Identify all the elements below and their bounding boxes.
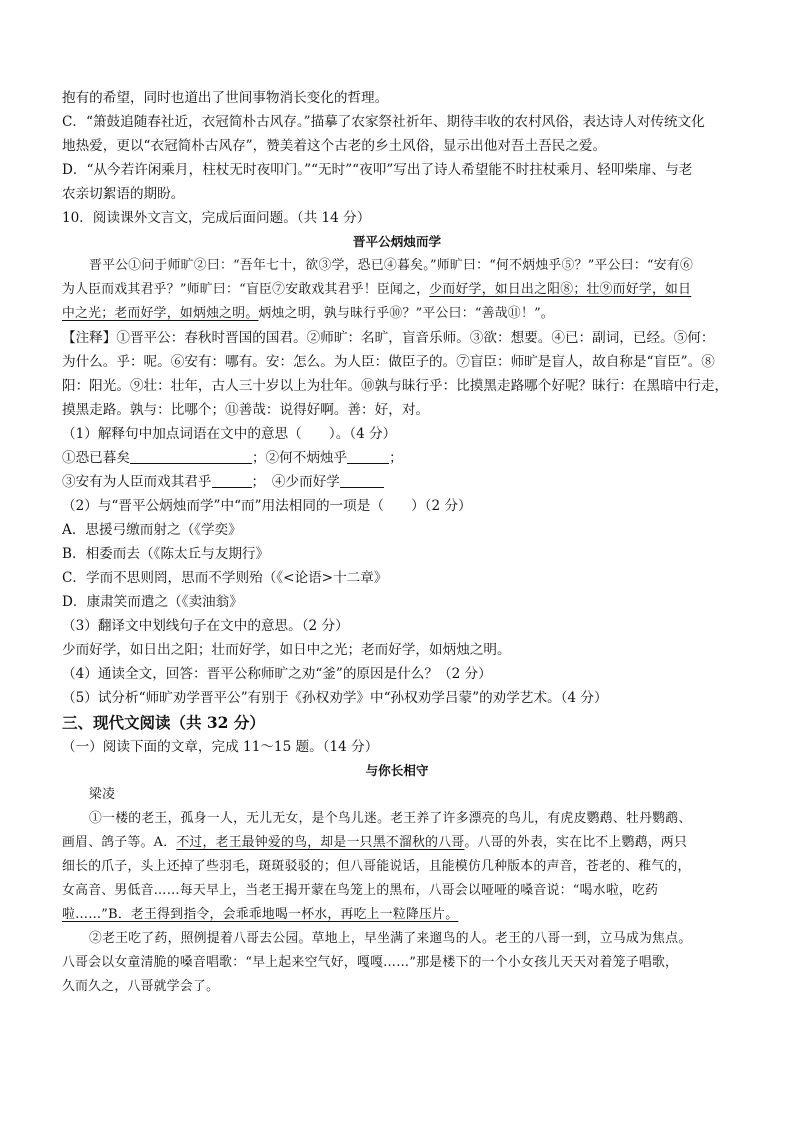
body-line: 【注释】①晋平公：春秋时晋国的国君。②师旷：名旷，盲音乐师。③欲：想要。④已：副词，已经。⑤何： bbox=[62, 330, 715, 346]
body-line: C．学而不思则罔，思而不学则殆（《<论语>十二章》 bbox=[62, 570, 388, 586]
underlined-sentence: 啦……”B．老王得到指令，会乖乖地喝一杯水，再吃上一粒降压片。 bbox=[62, 907, 459, 922]
body-line: （3）翻译文中划线句子在文中的意思。（2 分） bbox=[62, 618, 349, 634]
blank-prompt: ①恐已暮矣 bbox=[62, 450, 130, 466]
answer-blank[interactable] bbox=[212, 473, 252, 488]
body-line: A．思援弓缴而射之（《学奕》 bbox=[62, 522, 242, 538]
passage-text: 炳烛之明，孰与昧行乎⑩？”平公曰：“善哉⑪！”。 bbox=[258, 306, 555, 321]
body-line: 为什么。乎：呢。⑥安有：哪有。安：怎么。为人臣：做臣子的。⑦盲臣：师旷是盲人，故自称是“盲臣”。⑧ bbox=[62, 354, 715, 370]
passage-line: ①一楼的老王，孤身一人，无儿无女，是个鸟儿迷。老王养了许多漂亮的鸟儿，有虎皮鹦鹉、牡丹鹦鹉、 bbox=[89, 811, 692, 826]
body-line: 少而好学，如日出之阳；壮而好学，如日中之光；老而好学，如炳烛之明。 bbox=[62, 642, 511, 658]
body-line: （4）通读全文，回答：晋平公称师旷之劝“釜”的原因是什么？（2 分） bbox=[62, 666, 492, 682]
passage-line: 梁凌 bbox=[89, 787, 116, 802]
passage-line bbox=[62, 302, 732, 326]
section-heading: 三、现代文阅读（共 32 分） bbox=[62, 713, 265, 732]
question-blanks bbox=[62, 446, 732, 470]
document-page bbox=[62, 86, 732, 999]
body-line: D．“从今若许闲乘月，柱杖无时夜叩门。”“无时”“夜叩”写出了诗人希望能不时拄杖乘月、轻叩柴扉、与老 bbox=[62, 162, 693, 178]
answer-blank[interactable] bbox=[130, 449, 252, 464]
body-line: 抱有的希望，同时也道出了世间事物消长变化的哲理。 bbox=[62, 90, 389, 106]
body-line: （1）解释句中加点词语在文中的意思（ ）。（4 分） bbox=[62, 426, 397, 442]
body-line: B．相委而去（《陈太丘与友期行》 bbox=[62, 546, 270, 562]
passage-line: ②老王吃了药，照例提着八哥去公园。草地上，早坐满了来遛鸟的人。老王的八哥一到，立马成为焦点。 bbox=[89, 931, 692, 946]
body-line: 地热爱，更以“衣冠简朴古风存”，赞美着这个古老的乡土风俗，显示出他对吾土吾民之爱。 bbox=[62, 138, 607, 154]
underlined-sentence: 少而好学，如日出之阳⑧；壮⑨而好学，如日 bbox=[429, 282, 692, 297]
body-line: 摸黑走路。孰与：比哪个；⑪善哉：说得好啊。善：好，对。 bbox=[62, 402, 430, 418]
passage-line bbox=[62, 278, 732, 302]
underlined-sentence: 不过，老王最钟爱的鸟，却是一只黑不溜秋的八哥 bbox=[176, 835, 465, 850]
body-line: 10．阅读课外文言文，完成后面问题。（共 14 分） bbox=[62, 210, 371, 226]
passage-text: 画眉、鸽子等。A． bbox=[62, 835, 177, 850]
blank-prompt: ；②何不炳烛乎 bbox=[251, 450, 348, 466]
underlined-sentence: 中之光；老而好学，如炳烛之明。 bbox=[62, 306, 259, 321]
blank-prompt: ③安有为人臣而戏其君乎 bbox=[62, 474, 212, 490]
blank-prompt: ； ④少而好学 bbox=[251, 474, 340, 490]
blank-prompt: ； bbox=[389, 450, 403, 466]
body-line: （5）试分析“师旷劝学晋平公”有别于《孙权劝学》中“孙权劝学吕蒙”的劝学艺术。（4 分） bbox=[62, 690, 608, 706]
body-line: （2）与“晋平公炳烛而学”中“而”用法相同的一项是（ ）（2 分） bbox=[62, 498, 472, 514]
body-line: C．“箫鼓追随春社近，衣冠简朴古风存。”描摹了农家祭社祈年、期待丰收的农村风俗，表达诗人对传统文化 bbox=[62, 114, 705, 130]
passage-line: 久而久之，八哥就学会了。 bbox=[62, 979, 220, 994]
passage-text: 为人臣而戏其君乎？”师旷曰：“盲臣⑦安敢戏其君乎！臣闻之， bbox=[62, 282, 430, 297]
passage-line: 细长的爪子，头上还掉了些羽毛，斑斑驳驳的；但八哥能说话，且能模仿几种版本的声音，苍老的、稚气的， bbox=[62, 859, 691, 874]
answer-blank[interactable] bbox=[340, 473, 384, 488]
passage-title: 晋平公炳烛而学 bbox=[352, 234, 442, 249]
answer-blank[interactable] bbox=[347, 449, 389, 464]
question-blanks bbox=[62, 470, 732, 494]
passage-line: 八哥会以女童清脆的嗓音唱歌：“早上起来空气好，嘎嘎……”那是楼下的一个小女孩儿天天对着笼子唱歌， bbox=[62, 955, 679, 970]
passage-line bbox=[62, 831, 732, 855]
passage-line: 晋平公①问于师旷②曰：“吾年七十，欲③学，恐已④暮矣。”师旷曰：“何不炳烛乎⑤？”平公曰：“安有⑥ bbox=[89, 258, 694, 273]
body-line: 阳：阳光。⑨壮：壮年，古人三十岁以上为壮年。⑩孰与昧行乎：比摸黑走路哪个好呢？昧行：在黑暗中行走， bbox=[62, 378, 729, 394]
passage-text: 。八哥的外表，实在比不上鹦鹉，两只 bbox=[464, 835, 688, 850]
body-line: D．康肃笑而遣之（《卖油翁》 bbox=[62, 594, 243, 610]
body-line: （一）阅读下面的文章，完成 11～15 题。（14 分） bbox=[62, 739, 379, 755]
passage-line bbox=[62, 903, 732, 927]
passage-line: 女高音、男低音……每天早上，当老王揭开蒙在鸟笼上的黑布，八哥会以哑哑的嗓音说：“喝水啦，吃药 bbox=[62, 883, 659, 898]
body-line: 农亲切絮语的期盼。 bbox=[62, 186, 185, 202]
passage-title: 与你长相守 bbox=[365, 763, 429, 778]
